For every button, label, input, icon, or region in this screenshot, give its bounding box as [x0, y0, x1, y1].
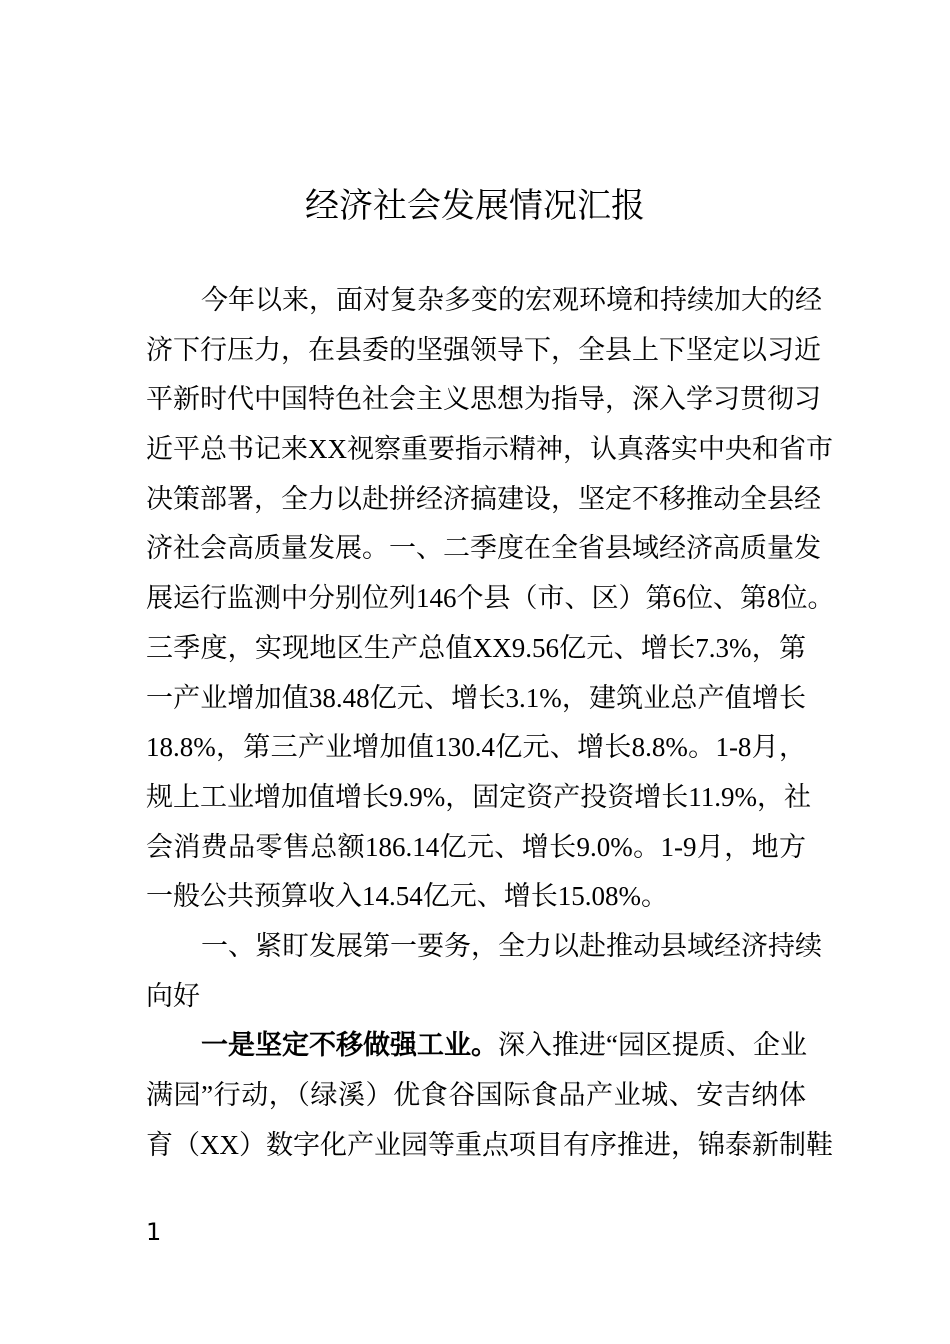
section-heading-line: 一、紧盯发展第一要务，全力以赴推动县域经济持续 — [201, 930, 822, 961]
text-line: 平新时代中国特色社会主义思想为指导，深入学习贯彻习 — [146, 384, 821, 415]
bold-lead: 一是坚定不移做强工业。 — [201, 1030, 498, 1061]
document-title: 经济社会发展情况汇报 — [305, 188, 645, 225]
text-line: 济下行压力，在县委的坚强领导下，全县上下坚定以习近 — [146, 334, 821, 365]
text-line: 近平总书记来XX视察重要指示精神，认真落实中央和省市 — [146, 434, 833, 465]
section-heading-line: 向好 — [146, 980, 200, 1011]
text-line: 18.8%，第三产业增加值130.4亿元、增长8.8%。1-8月， — [146, 732, 806, 763]
page-number: 1 — [146, 1218, 162, 1246]
text-line: 育（XX）数字化产业园等重点项目有序推进，锦泰新制鞋 — [146, 1129, 833, 1160]
text-line: 一产业增加值38.48亿元、增长3.1%，建筑业总产值增长 — [146, 682, 806, 713]
text-line: 一般公共预算收入14.54亿元、增长15.08%。 — [146, 881, 668, 912]
text-line: 会消费品零售总额186.14亿元、增长9.0%。1-9月，地方 — [146, 831, 806, 862]
text-line: 三季度，实现地区生产总值XX9.56亿元、增长7.3%，第 — [146, 632, 806, 663]
text-line: 规上工业增加值增长9.9%，固定资产投资增长11.9%，社 — [146, 781, 811, 812]
text-line — [146, 1021, 806, 1071]
text-line: 满园”行动，（绿溪）优食谷国际食品产业城、安吉纳体 — [146, 1080, 806, 1110]
text-line: 展运行监测中分别位列146个县（市、区）第6位、第8位。 — [146, 583, 835, 614]
text-line: 决策部署，全力以赴拼经济搞建设，坚定不移推动全县经 — [146, 483, 821, 514]
text-span: 深入推进“园区提质、企业 — [498, 1030, 807, 1061]
text-line: 济社会高质量发展。一、二季度在全省县域经济高质量发 — [146, 533, 821, 564]
text-line: 今年以来，面对复杂多变的宏观环境和持续加大的经 — [201, 285, 822, 315]
document-body — [146, 276, 835, 1170]
